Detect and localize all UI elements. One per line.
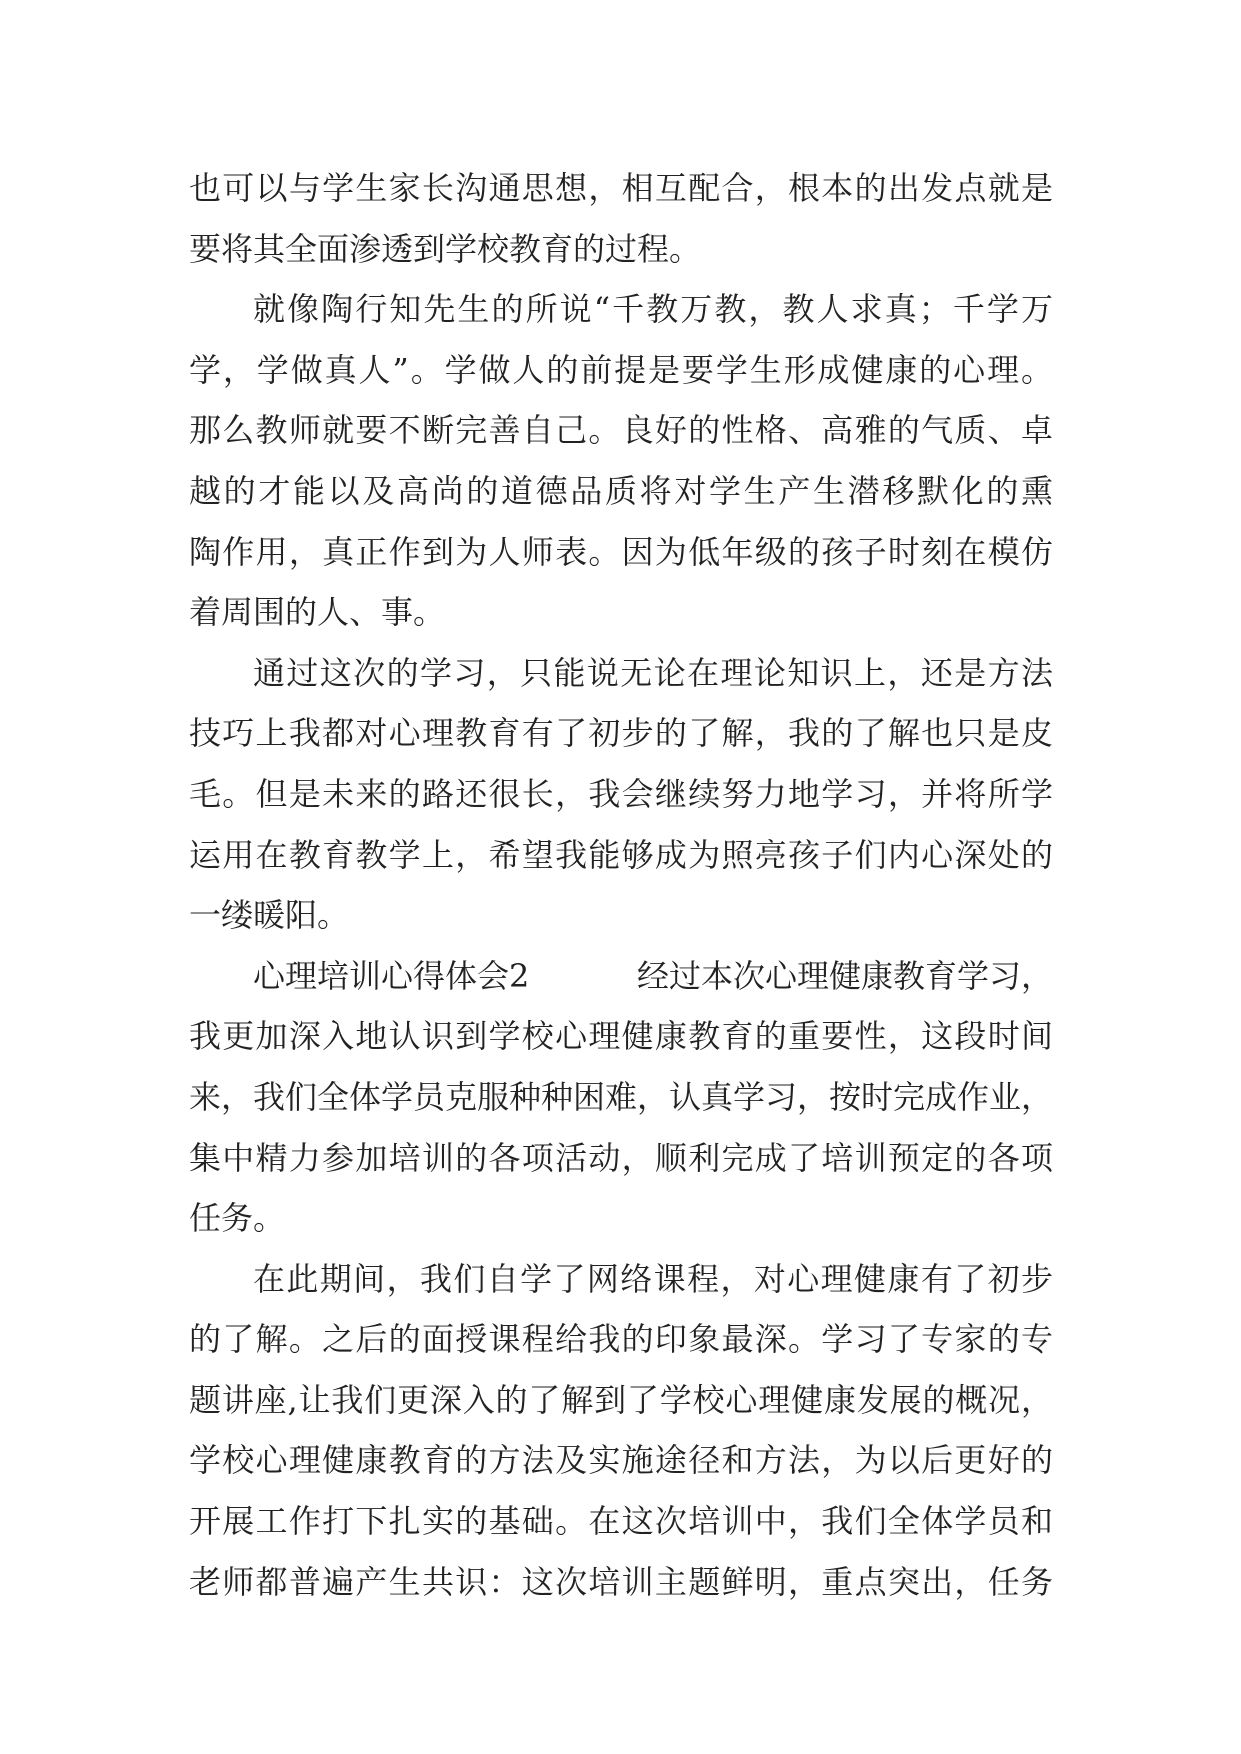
section-title: 心理培训心得体会2 bbox=[253, 956, 530, 995]
text-line: 的了解。之后的面授课程给我的印象最深。学习了专家的专 bbox=[189, 1320, 1053, 1359]
text-line: 越的才能以及高尚的道德品质将对学生产生潜移默化的熏 bbox=[189, 471, 1053, 510]
body-text bbox=[189, 158, 1053, 1612]
text-line: 我更加深入地认识到学校心理健康教育的重要性，这段时间 bbox=[189, 1017, 1053, 1056]
text-line: 也可以与学生家长沟通思想，相互配合，根本的出发点就是 bbox=[189, 169, 1053, 207]
text-line: 来，我们全体学员克服种种困难，认真学习，按时完成作业， bbox=[189, 1077, 1054, 1116]
text-line: 开展工作打下扎实的基础。在这次培训中，我们全体学员和 bbox=[189, 1502, 1053, 1541]
text-line: 学，学做真人”。学做人的前提是要学生形成健康的心理。 bbox=[189, 350, 1053, 389]
text-line: 老师都普遍产生共识：这次培训主题鲜明，重点突出，任务 bbox=[189, 1562, 1053, 1601]
text-line: 一缕暖阳。 bbox=[189, 896, 350, 935]
text-line: 运用在教育教学上，希望我能够成为照亮孩子们内心深处的 bbox=[189, 835, 1053, 874]
text-line: 题讲座,让我们更深入的了解到了学校心理健康发展的概况， bbox=[189, 1380, 1053, 1419]
text-line: 学校心理健康教育的方法及实施途径和方法，为以后更好的 bbox=[189, 1441, 1053, 1480]
text-line: 着周围的人、事。 bbox=[189, 593, 446, 632]
text-line: 任务。 bbox=[189, 1199, 286, 1238]
text-line: 在此期间，我们自学了网络课程，对心理健康有了初步 bbox=[253, 1259, 1053, 1298]
text-line: 集中精力参加培训的各项活动，顺利完成了培训预定的各项 bbox=[189, 1138, 1053, 1177]
text-line: 那么教师就要不断完善自己。良好的性格、高雅的气质、卓 bbox=[189, 411, 1053, 450]
text-line: 要将其全面渗透到学校教育的过程。 bbox=[189, 229, 702, 268]
text-line: 技巧上我都对心理教育有了初步的了解，我的了解也只是皮 bbox=[189, 714, 1053, 753]
text-line: 就像陶行知先生的所说“千教万教，教人求真；千学万 bbox=[253, 290, 1053, 329]
text-line: 通过这次的学习，只能说无论在理论知识上，还是方法 bbox=[253, 653, 1053, 692]
section-heading-line bbox=[189, 946, 1053, 1007]
text-line: 毛。但是未来的路还很长，我会继续努力地学习，并将所学 bbox=[189, 774, 1053, 813]
text-line: 陶作用，真正作到为人师表。因为低年级的孩子时刻在模仿 bbox=[189, 532, 1053, 571]
section-opening-text: 经过本次心理健康教育学习， bbox=[637, 956, 1054, 995]
